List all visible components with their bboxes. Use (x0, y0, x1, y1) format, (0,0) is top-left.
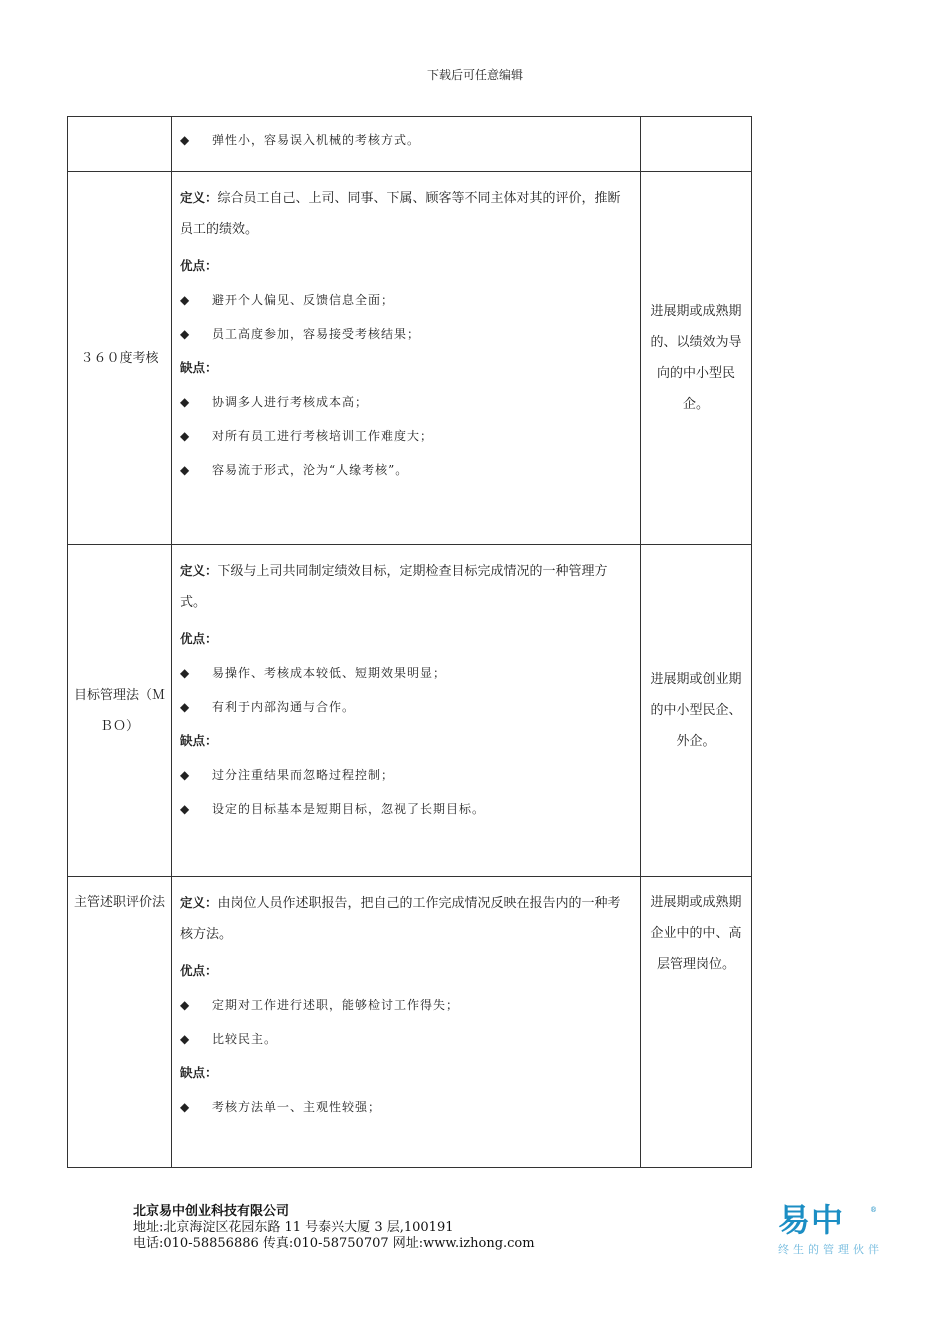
diamond-bullet-icon: ◆ (180, 133, 191, 147)
diamond-bullet-icon: ◆ (180, 429, 191, 443)
pros-label: 优点： (180, 963, 218, 978)
company-name: 北京易中创业科技有限公司 (133, 1204, 290, 1219)
table-row (68, 117, 752, 172)
cons-label: 缺点： (180, 1065, 218, 1080)
method-name-cell (68, 172, 172, 545)
company-logo (778, 1202, 888, 1262)
diamond-bullet-icon: ◆ (180, 293, 191, 307)
list-item: ◆ 协调多人进行考核成本高； (180, 389, 632, 415)
list-item: ◆ 过分注重结果而忽略过程控制； (180, 762, 632, 788)
method-content-cell (172, 877, 641, 1168)
page-header: 下载后可任意编辑 (426, 68, 523, 82)
method-name-cell (68, 117, 172, 172)
table-row (68, 172, 752, 545)
diamond-bullet-icon: ◆ (180, 1100, 191, 1114)
method-name-cell (68, 545, 172, 877)
applicable-cell (641, 117, 752, 172)
pros-label: 优点： (180, 631, 218, 646)
methods-table (67, 116, 752, 1168)
cons-label: 缺点： (180, 360, 218, 375)
list-item: ◆ 容易流于形式，沦为“人缘考核”。 (180, 457, 632, 483)
definition: 定义：综合员工自己、上司、同事、下属、顾客等不同主体对其的评价，推断员工的绩效。 (180, 190, 621, 237)
logo-mark: 易中 (778, 1201, 845, 1239)
company-contact: 电话:010-58856886 传真:010-58750707 网址:www.izhong.com (133, 1236, 535, 1251)
applicable-cell (641, 172, 752, 545)
applicable-text: 进展期或创业期的中小型民企、外企。 (650, 672, 742, 749)
applicable-cell (641, 877, 752, 1168)
diamond-bullet-icon: ◆ (180, 463, 191, 477)
list-item: ◆ 对所有员工进行考核培训工作难度大； (180, 423, 632, 449)
method-name-cell (68, 877, 172, 1168)
applicable-cell (641, 545, 752, 877)
list-item: ◆ 设定的目标基本是短期目标，忽视了长期目标。 (180, 796, 632, 822)
diamond-bullet-icon: ◆ (180, 327, 191, 341)
registered-icon: ® (870, 1206, 877, 1214)
list-item: ◆ 弹性小，容易误入机械的考核方式。 (180, 127, 632, 153)
diamond-bullet-icon: ◆ (180, 768, 191, 782)
definition: 定义：由岗位人员作述职报告，把自己的工作完成情况反映在报告内的一种考核方法。 (180, 895, 621, 942)
company-address: 地址:北京海淀区花园东路 11 号泰兴大厦 3 层,100191 (133, 1220, 454, 1235)
table-row (68, 545, 752, 877)
list-item: ◆ 考核方法单一、主观性较强； (180, 1094, 632, 1120)
list-item: ◆ 比较民主。 (180, 1026, 632, 1052)
diamond-bullet-icon: ◆ (180, 802, 191, 816)
logo-slogan: 终生的管理伙伴 (778, 1243, 883, 1256)
list-item: ◆ 避开个人偏见、反馈信息全面； (180, 287, 632, 313)
method-name: ３６０度考核 (80, 350, 159, 366)
diamond-bullet-icon: ◆ (180, 700, 191, 714)
list-item: ◆ 员工高度参加，容易接受考核结果； (180, 321, 632, 347)
definition: 定义：下级与上司共同制定绩效目标，定期检查目标完成情况的一种管理方式。 (180, 563, 608, 610)
diamond-bullet-icon: ◆ (180, 666, 191, 680)
diamond-bullet-icon: ◆ (180, 1032, 191, 1046)
cons-label: 缺点： (180, 733, 218, 748)
method-name: 目标管理法（ＭＢＯ） (73, 687, 165, 734)
method-content-cell (172, 117, 641, 172)
method-content-cell (172, 172, 641, 545)
list-item: ◆ 易操作、考核成本较低、短期效果明显； (180, 660, 632, 686)
table-row (68, 877, 752, 1168)
diamond-bullet-icon: ◆ (180, 395, 191, 409)
diamond-bullet-icon: ◆ (180, 998, 191, 1012)
applicable-text: 进展期或成熟期的、以绩效为导向的中小型民企。 (650, 304, 742, 412)
pros-label: 优点： (180, 258, 218, 273)
list-item: ◆ 定期对工作进行述职，能够检讨工作得失； (180, 992, 632, 1018)
method-content-cell (172, 545, 641, 877)
applicable-text: 进展期或成熟期企业中的中、高层管理岗位。 (650, 895, 742, 972)
list-item: ◆ 有利于内部沟通与合作。 (180, 694, 632, 720)
method-name: 主管述职评价法 (73, 895, 165, 910)
footer (133, 1204, 535, 1252)
